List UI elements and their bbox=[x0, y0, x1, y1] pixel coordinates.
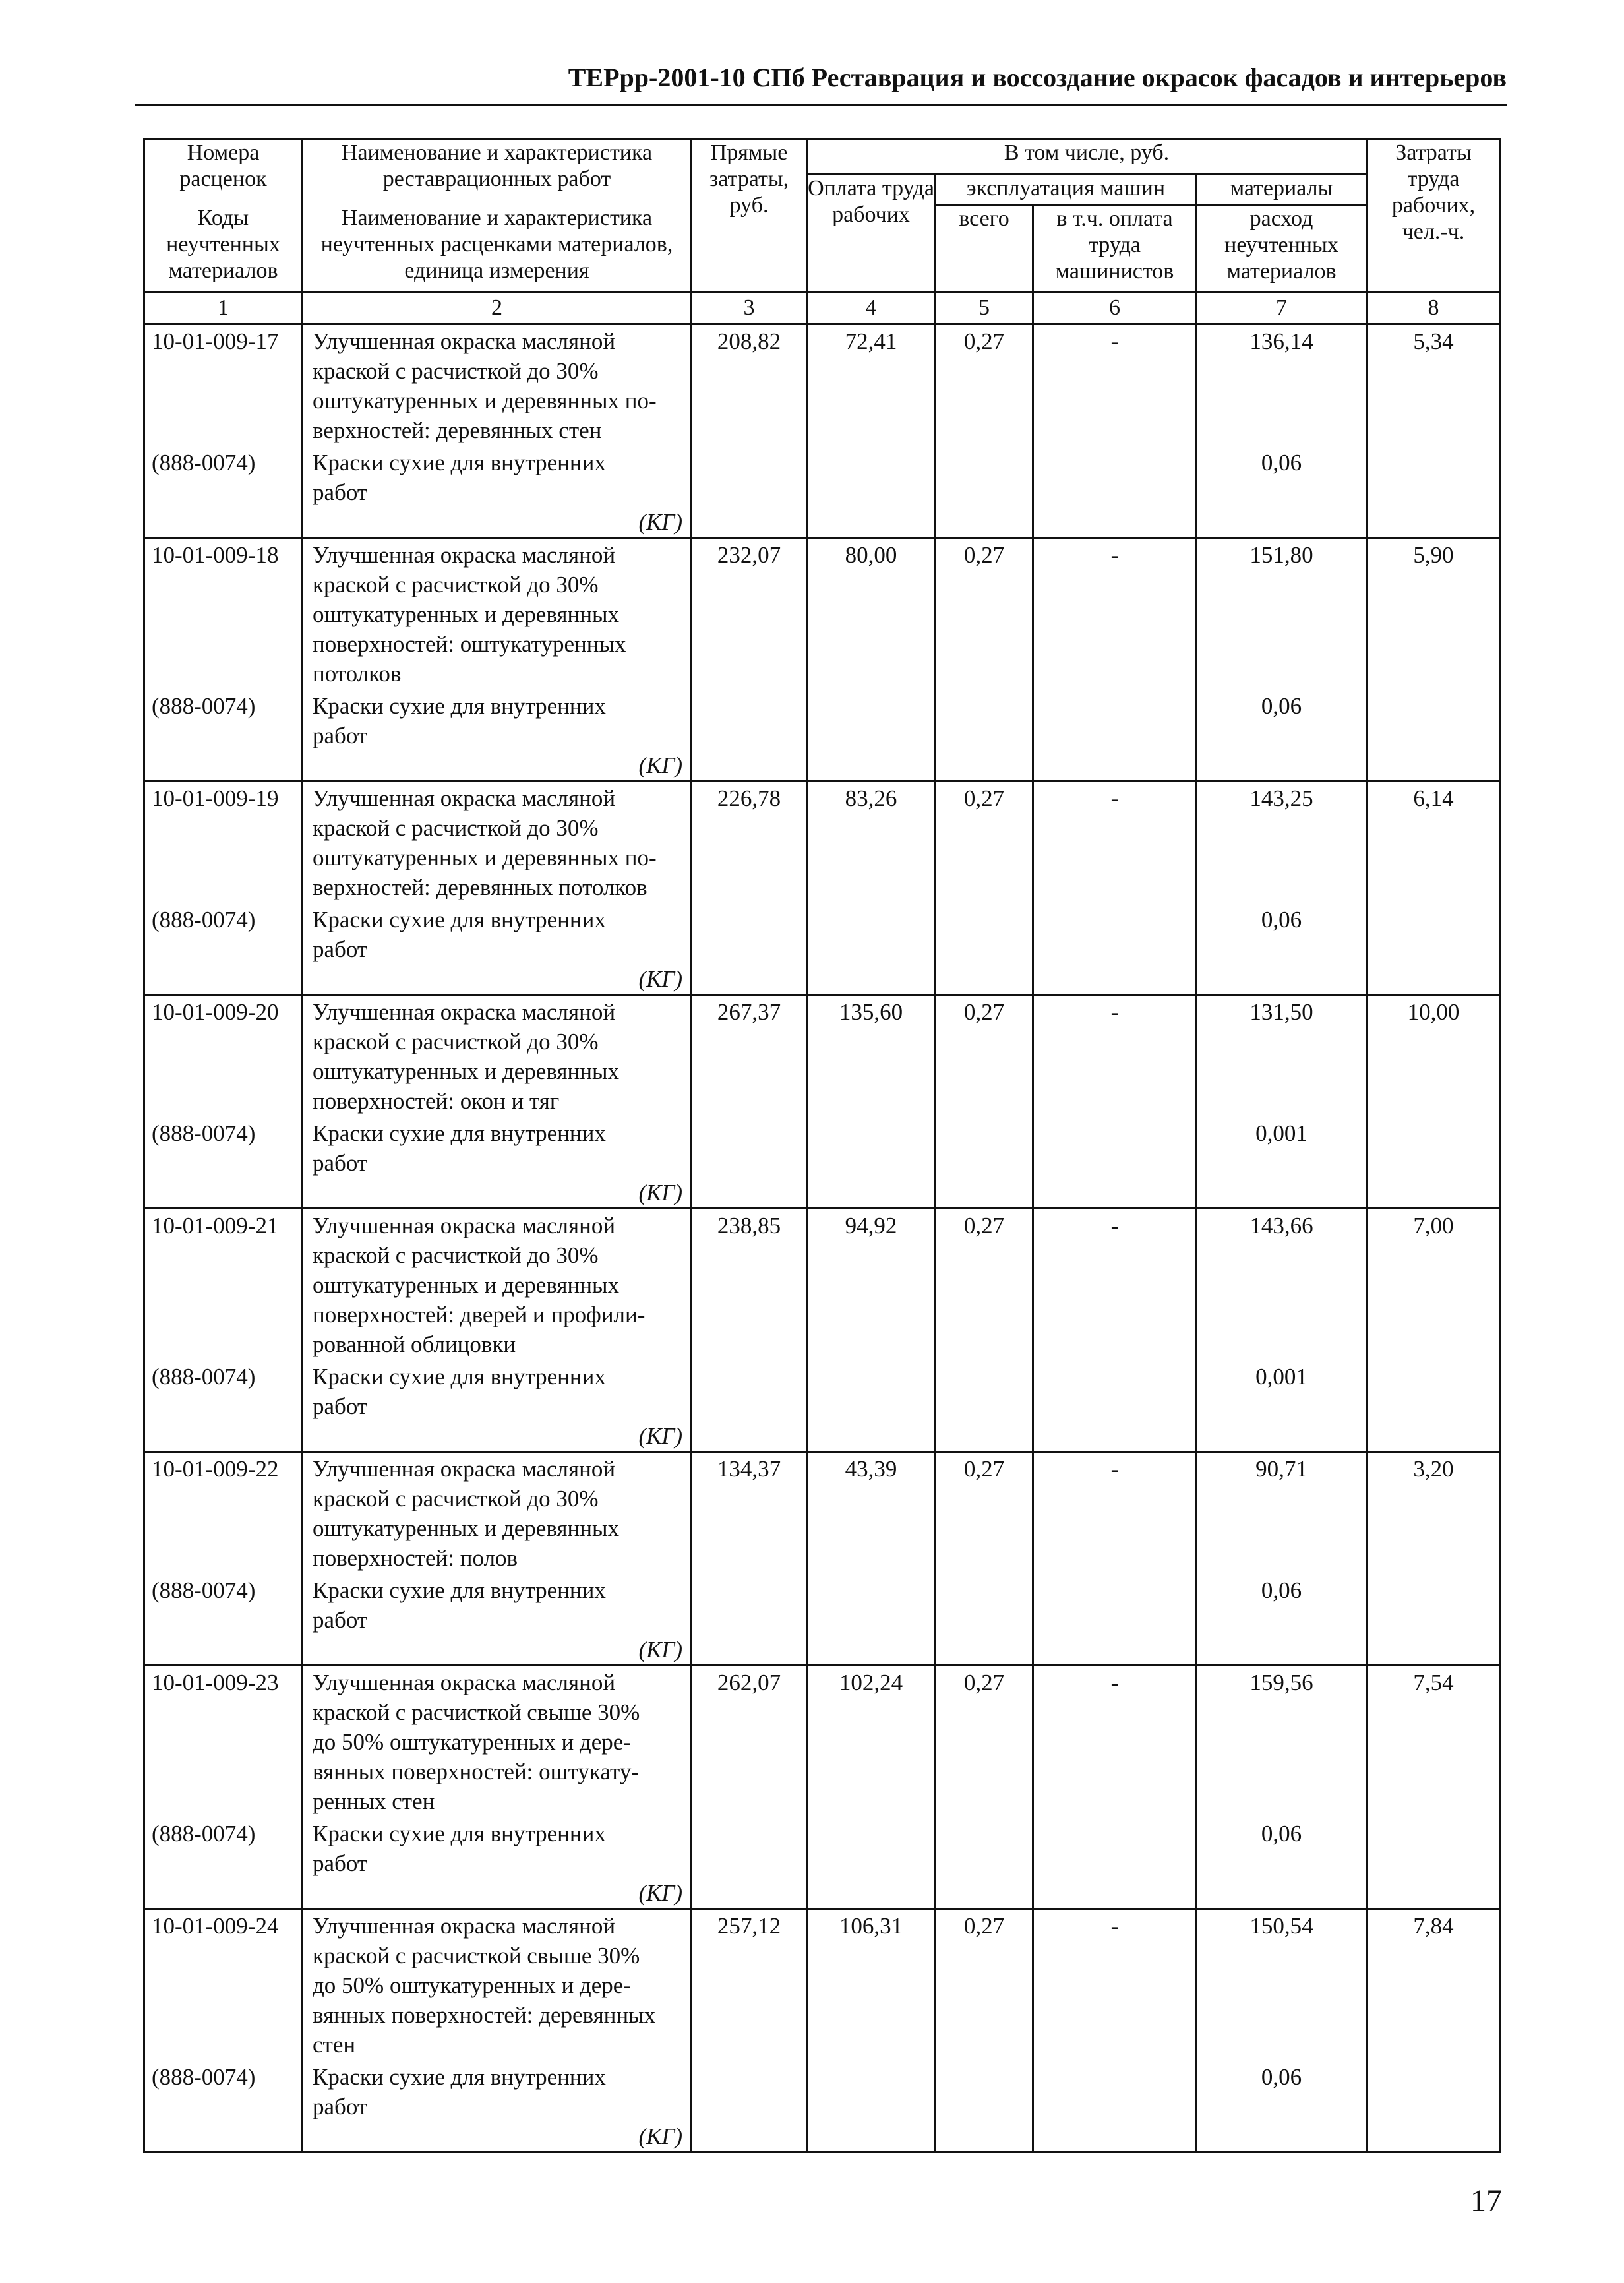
empty-cell bbox=[807, 507, 936, 538]
empty-cell bbox=[807, 902, 936, 964]
work-name bbox=[303, 995, 692, 1116]
work-name-line: краской с расчисткой до 30% bbox=[313, 572, 599, 597]
header-col4: Оплата труда рабочих bbox=[807, 175, 936, 292]
empty-cell bbox=[936, 1116, 1033, 1178]
empty-cell bbox=[1367, 1635, 1501, 1666]
empty-cell bbox=[692, 2121, 807, 2152]
work-name-line: вянных поверхностей: оштукату- bbox=[313, 1759, 640, 1784]
unit-label: (КГ) bbox=[303, 964, 692, 995]
col-number: 5 bbox=[936, 292, 1033, 324]
unit-row bbox=[144, 2121, 1501, 2152]
work-name bbox=[303, 1909, 692, 2060]
rate-row bbox=[144, 538, 1501, 689]
material-row bbox=[144, 688, 1501, 750]
rate-code: 10-01-009-20 bbox=[144, 995, 303, 1116]
header-col3: Прямые затраты, руб. bbox=[692, 139, 807, 292]
material-row bbox=[144, 1573, 1501, 1635]
material-name-line: Краски сухие для внутренних bbox=[313, 1821, 606, 1846]
work-name-line: поверхностей: дверей и профили- bbox=[313, 1302, 646, 1327]
materials-cost: 159,56 bbox=[1197, 1666, 1367, 1817]
material-name bbox=[303, 1116, 692, 1178]
empty-cell bbox=[692, 1573, 807, 1635]
work-name-line: оштукатуренных и деревянных bbox=[313, 601, 619, 627]
machinists-pay: - bbox=[1033, 781, 1197, 903]
header-col6: в т.ч. оплата труда машинистов bbox=[1033, 205, 1197, 292]
machines-total: 0,27 bbox=[936, 1666, 1033, 1817]
header-incl: В том числе, руб. bbox=[807, 139, 1367, 175]
direct-cost: 238,85 bbox=[692, 1209, 807, 1360]
direct-cost: 232,07 bbox=[692, 538, 807, 689]
empty-cell bbox=[807, 688, 936, 750]
empty-cell bbox=[692, 902, 807, 964]
unit-label: (КГ) bbox=[303, 1635, 692, 1666]
empty-cell bbox=[1033, 2121, 1197, 2152]
machines-total: 0,27 bbox=[936, 1452, 1033, 1573]
empty-cell bbox=[936, 2059, 1033, 2121]
direct-cost: 267,37 bbox=[692, 995, 807, 1116]
work-name-line: до 50% оштукатуренных и дере- bbox=[313, 1729, 631, 1755]
work-name-line: оштукатуренных и деревянных по- bbox=[313, 845, 657, 870]
empty-cell bbox=[692, 964, 807, 995]
materials-cost: 151,80 bbox=[1197, 538, 1367, 689]
rate-row bbox=[144, 781, 1501, 903]
empty-cell bbox=[1033, 445, 1197, 507]
empty-cell bbox=[1033, 1816, 1197, 1878]
material-row bbox=[144, 445, 1501, 507]
work-name bbox=[303, 1452, 692, 1573]
header-col2-bottom: Наименование и характеристика неучтенных расценками материалов, единица измерения bbox=[303, 205, 692, 292]
table-head bbox=[144, 139, 1501, 324]
empty-cell bbox=[1033, 688, 1197, 750]
header-col8: Затраты труда рабочих, чел.-ч. bbox=[1367, 139, 1501, 292]
work-name-line: Улучшенная окраска масляной bbox=[313, 785, 616, 811]
work-name-line: краской с расчисткой до 30% bbox=[313, 815, 599, 841]
direct-cost: 257,12 bbox=[692, 1909, 807, 2060]
empty-cell bbox=[1033, 750, 1197, 781]
empty-cell bbox=[807, 2059, 936, 2121]
rate-code: 10-01-009-22 bbox=[144, 1452, 303, 1573]
empty-cell bbox=[807, 1816, 936, 1878]
page-number: 17 bbox=[1470, 2183, 1502, 2218]
work-name-line: оштукатуренных и деревянных bbox=[313, 1272, 619, 1298]
col-number: 6 bbox=[1033, 292, 1197, 324]
material-qty: 0,001 bbox=[1197, 1116, 1367, 1178]
header-materials: материалы bbox=[1197, 175, 1367, 205]
unit-row bbox=[144, 964, 1501, 995]
empty-cell bbox=[1033, 1878, 1197, 1909]
empty-cell bbox=[1367, 750, 1501, 781]
material-row bbox=[144, 2059, 1501, 2121]
empty-cell bbox=[936, 507, 1033, 538]
empty-cell bbox=[936, 1178, 1033, 1209]
empty-cell bbox=[1033, 1178, 1197, 1209]
empty-cell bbox=[692, 1116, 807, 1178]
material-name bbox=[303, 1816, 692, 1878]
empty-cell bbox=[1033, 1116, 1197, 1178]
empty-cell bbox=[144, 1878, 303, 1909]
rates-table bbox=[143, 138, 1501, 2153]
rate-row bbox=[144, 1666, 1501, 1817]
work-name-line: Улучшенная окраска масляной bbox=[313, 999, 616, 1025]
work-name-line: оштукатуренных и деревянных по- bbox=[313, 388, 657, 413]
col-number: 2 bbox=[303, 292, 692, 324]
material-name-line: работ bbox=[313, 1850, 368, 1876]
machines-total: 0,27 bbox=[936, 1209, 1033, 1360]
labor-pay: 135,60 bbox=[807, 995, 936, 1116]
col-number: 4 bbox=[807, 292, 936, 324]
material-qty: 0,06 bbox=[1197, 445, 1367, 507]
empty-cell bbox=[144, 750, 303, 781]
machinists-pay: - bbox=[1033, 1452, 1197, 1573]
work-name-line: поверхностей: полов bbox=[313, 1545, 518, 1571]
empty-cell bbox=[807, 445, 936, 507]
rate-row bbox=[144, 1209, 1501, 1360]
empty-cell bbox=[936, 902, 1033, 964]
labor-pay: 43,39 bbox=[807, 1452, 936, 1573]
labor-hours: 7,00 bbox=[1367, 1209, 1501, 1360]
empty-cell bbox=[1197, 1421, 1367, 1452]
material-name bbox=[303, 2059, 692, 2121]
work-name-line: Улучшенная окраска масляной bbox=[313, 1913, 616, 1939]
material-code: (888-0074) bbox=[144, 2059, 303, 2121]
empty-cell bbox=[144, 1421, 303, 1452]
machines-total: 0,27 bbox=[936, 781, 1033, 903]
empty-cell bbox=[807, 1635, 936, 1666]
material-name bbox=[303, 1359, 692, 1421]
material-name-line: работ bbox=[313, 936, 368, 962]
materials-cost: 90,71 bbox=[1197, 1452, 1367, 1573]
unit-label: (КГ) bbox=[303, 2121, 692, 2152]
empty-cell bbox=[936, 1816, 1033, 1878]
material-row bbox=[144, 1359, 1501, 1421]
material-name-line: Краски сухие для внутренних bbox=[313, 1577, 606, 1603]
empty-cell bbox=[936, 445, 1033, 507]
machinists-pay: - bbox=[1033, 1666, 1197, 1817]
empty-cell bbox=[1033, 1359, 1197, 1421]
work-name-line: краской с расчисткой до 30% bbox=[313, 358, 599, 384]
materials-cost: 143,66 bbox=[1197, 1209, 1367, 1360]
empty-cell bbox=[692, 1359, 807, 1421]
labor-hours: 10,00 bbox=[1367, 995, 1501, 1116]
materials-cost: 136,14 bbox=[1197, 324, 1367, 446]
empty-cell bbox=[1033, 507, 1197, 538]
empty-cell bbox=[1367, 964, 1501, 995]
empty-cell bbox=[1033, 1421, 1197, 1452]
material-code: (888-0074) bbox=[144, 1573, 303, 1635]
work-name bbox=[303, 1209, 692, 1360]
empty-cell bbox=[144, 1635, 303, 1666]
empty-cell bbox=[1197, 1878, 1367, 1909]
empty-cell bbox=[807, 1421, 936, 1452]
empty-cell bbox=[692, 2059, 807, 2121]
empty-cell bbox=[144, 1178, 303, 1209]
col-number: 3 bbox=[692, 292, 807, 324]
material-name bbox=[303, 445, 692, 507]
empty-cell bbox=[692, 750, 807, 781]
work-name-line: верхностей: деревянных стен bbox=[313, 417, 602, 443]
empty-cell bbox=[692, 688, 807, 750]
labor-hours: 3,20 bbox=[1367, 1452, 1501, 1573]
empty-cell bbox=[936, 2121, 1033, 2152]
empty-cell bbox=[692, 1878, 807, 1909]
empty-cell bbox=[1367, 1816, 1501, 1878]
empty-cell bbox=[1197, 507, 1367, 538]
empty-cell bbox=[1367, 507, 1501, 538]
rate-code: 10-01-009-18 bbox=[144, 538, 303, 689]
labor-hours: 7,84 bbox=[1367, 1909, 1501, 2060]
direct-cost: 134,37 bbox=[692, 1452, 807, 1573]
labor-hours: 5,90 bbox=[1367, 538, 1501, 689]
header-col5: всего bbox=[936, 205, 1033, 292]
empty-cell bbox=[1033, 1573, 1197, 1635]
empty-cell bbox=[1197, 1178, 1367, 1209]
material-qty: 0,06 bbox=[1197, 2059, 1367, 2121]
work-name bbox=[303, 538, 692, 689]
labor-pay: 83,26 bbox=[807, 781, 936, 903]
rate-code: 10-01-009-23 bbox=[144, 1666, 303, 1817]
material-code: (888-0074) bbox=[144, 445, 303, 507]
col-number: 7 bbox=[1197, 292, 1367, 324]
material-name-line: Краски сухие для внутренних bbox=[313, 1120, 606, 1146]
materials-cost: 143,25 bbox=[1197, 781, 1367, 903]
labor-hours: 6,14 bbox=[1367, 781, 1501, 903]
work-name bbox=[303, 324, 692, 446]
empty-cell bbox=[807, 964, 936, 995]
empty-cell bbox=[807, 1178, 936, 1209]
unit-row bbox=[144, 750, 1501, 781]
unit-label: (КГ) bbox=[303, 1878, 692, 1909]
material-name-line: Краски сухие для внутренних bbox=[313, 450, 606, 475]
work-name-line: вянных поверхностей: деревянных bbox=[313, 2002, 656, 2028]
empty-cell bbox=[936, 688, 1033, 750]
work-name bbox=[303, 781, 692, 903]
labor-pay: 72,41 bbox=[807, 324, 936, 446]
material-name bbox=[303, 902, 692, 964]
material-code: (888-0074) bbox=[144, 688, 303, 750]
empty-cell bbox=[1367, 902, 1501, 964]
header-col2-top: Наименование и характеристика реставрационных работ bbox=[303, 139, 692, 205]
empty-cell bbox=[692, 1816, 807, 1878]
column-numbers-row bbox=[144, 292, 1501, 324]
work-name-line: верхностей: деревянных потолков bbox=[313, 874, 647, 900]
work-name bbox=[303, 1666, 692, 1817]
empty-cell bbox=[936, 1878, 1033, 1909]
empty-cell bbox=[692, 1635, 807, 1666]
empty-cell bbox=[807, 1573, 936, 1635]
rate-row bbox=[144, 1909, 1501, 2060]
work-name-line: краской с расчисткой до 30% bbox=[313, 1029, 599, 1054]
table-body bbox=[144, 324, 1501, 2152]
empty-cell bbox=[936, 1359, 1033, 1421]
empty-cell bbox=[1367, 1178, 1501, 1209]
machinists-pay: - bbox=[1033, 1209, 1197, 1360]
empty-cell bbox=[936, 750, 1033, 781]
empty-cell bbox=[1367, 1573, 1501, 1635]
empty-cell bbox=[807, 1359, 936, 1421]
material-qty: 0,06 bbox=[1197, 902, 1367, 964]
machines-total: 0,27 bbox=[936, 538, 1033, 689]
unit-row bbox=[144, 1635, 1501, 1666]
material-qty: 0,06 bbox=[1197, 1573, 1367, 1635]
empty-cell bbox=[807, 1116, 936, 1178]
material-name-line: работ bbox=[313, 1607, 368, 1633]
rate-code: 10-01-009-17 bbox=[144, 324, 303, 446]
material-name-line: работ bbox=[313, 723, 368, 748]
labor-pay: 94,92 bbox=[807, 1209, 936, 1360]
machinists-pay: - bbox=[1033, 538, 1197, 689]
materials-cost: 131,50 bbox=[1197, 995, 1367, 1116]
empty-cell bbox=[1197, 2121, 1367, 2152]
empty-cell bbox=[1033, 2059, 1197, 2121]
rate-row bbox=[144, 995, 1501, 1116]
material-row bbox=[144, 902, 1501, 964]
empty-cell bbox=[1197, 1635, 1367, 1666]
labor-pay: 80,00 bbox=[807, 538, 936, 689]
rate-code: 10-01-009-19 bbox=[144, 781, 303, 903]
work-name-line: до 50% оштукатуренных и дере- bbox=[313, 1972, 631, 1998]
work-name-line: потолков bbox=[313, 661, 402, 686]
machines-total: 0,27 bbox=[936, 1909, 1033, 2060]
empty-cell bbox=[936, 1573, 1033, 1635]
machines-total: 0,27 bbox=[936, 995, 1033, 1116]
empty-cell bbox=[1197, 750, 1367, 781]
material-name-line: Краски сухие для внутренних bbox=[313, 1364, 606, 1389]
header-col1-bottom: Коды неучтенных материалов bbox=[144, 205, 303, 292]
unit-row bbox=[144, 507, 1501, 538]
material-qty: 0,001 bbox=[1197, 1359, 1367, 1421]
empty-cell bbox=[1367, 1359, 1501, 1421]
work-name-line: оштукатуренных и деревянных bbox=[313, 1058, 619, 1084]
work-name-line: краской с расчисткой свыше 30% bbox=[313, 1943, 640, 1968]
direct-cost: 208,82 bbox=[692, 324, 807, 446]
material-code: (888-0074) bbox=[144, 1359, 303, 1421]
material-qty: 0,06 bbox=[1197, 1816, 1367, 1878]
machinists-pay: - bbox=[1033, 1909, 1197, 2060]
empty-cell bbox=[1367, 2059, 1501, 2121]
empty-cell bbox=[1367, 2121, 1501, 2152]
work-name-line: Улучшенная окраска масляной bbox=[313, 1456, 616, 1482]
material-name bbox=[303, 688, 692, 750]
work-name-line: Улучшенная окраска масляной bbox=[313, 1670, 616, 1695]
empty-cell bbox=[1033, 1635, 1197, 1666]
unit-row bbox=[144, 1878, 1501, 1909]
unit-label: (КГ) bbox=[303, 507, 692, 538]
material-name bbox=[303, 1573, 692, 1635]
material-row bbox=[144, 1816, 1501, 1878]
work-name-line: стен bbox=[313, 2032, 356, 2057]
work-name-line: поверхностей: окон и тяг bbox=[313, 1088, 560, 1114]
machinists-pay: - bbox=[1033, 995, 1197, 1116]
work-name-line: Улучшенная окраска масляной bbox=[313, 1213, 616, 1238]
work-name-line: краской с расчисткой до 30% bbox=[313, 1242, 599, 1268]
unit-label: (КГ) bbox=[303, 750, 692, 781]
empty-cell bbox=[144, 2121, 303, 2152]
work-name-line: поверхностей: оштукатуренных bbox=[313, 631, 626, 657]
empty-cell bbox=[1367, 1116, 1501, 1178]
empty-cell bbox=[692, 445, 807, 507]
work-name-line: Улучшенная окраска масляной bbox=[313, 542, 616, 568]
empty-cell bbox=[1367, 445, 1501, 507]
empty-cell bbox=[1197, 964, 1367, 995]
unit-row bbox=[144, 1421, 1501, 1452]
work-name-line: краской с расчисткой до 30% bbox=[313, 1486, 599, 1511]
col-number: 1 bbox=[144, 292, 303, 324]
unit-label: (КГ) bbox=[303, 1421, 692, 1452]
work-name-line: ренных стен bbox=[313, 1788, 435, 1814]
empty-cell bbox=[144, 507, 303, 538]
direct-cost: 262,07 bbox=[692, 1666, 807, 1817]
machines-total: 0,27 bbox=[936, 324, 1033, 446]
empty-cell bbox=[692, 1421, 807, 1452]
material-name-line: Краски сухие для внутренних bbox=[313, 907, 606, 932]
empty-cell bbox=[1033, 902, 1197, 964]
page-header-title: ТЕРрр-2001-10 СПб Реставрация и воссоздание окрасок фасадов и интерьеров bbox=[568, 63, 1507, 92]
material-name-line: работ bbox=[313, 479, 368, 505]
header-rule bbox=[135, 104, 1507, 106]
material-name-line: работ bbox=[313, 1393, 368, 1419]
empty-cell bbox=[1367, 1878, 1501, 1909]
material-code: (888-0074) bbox=[144, 1116, 303, 1178]
rate-code: 10-01-009-21 bbox=[144, 1209, 303, 1360]
rate-row bbox=[144, 324, 1501, 446]
materials-cost: 150,54 bbox=[1197, 1909, 1367, 2060]
material-name-line: работ bbox=[313, 1150, 368, 1176]
machinists-pay: - bbox=[1033, 324, 1197, 446]
labor-hours: 5,34 bbox=[1367, 324, 1501, 446]
empty-cell bbox=[1367, 1421, 1501, 1452]
empty-cell bbox=[807, 1878, 936, 1909]
header-col7: расход неучтенных материалов bbox=[1197, 205, 1367, 292]
material-name-line: Краски сухие для внутренних bbox=[313, 2064, 606, 2090]
empty-cell bbox=[692, 507, 807, 538]
rate-row bbox=[144, 1452, 1501, 1573]
material-qty: 0,06 bbox=[1197, 688, 1367, 750]
header-col1-top: Номера расценок bbox=[144, 139, 303, 205]
unit-label: (КГ) bbox=[303, 1178, 692, 1209]
empty-cell bbox=[144, 964, 303, 995]
labor-pay: 106,31 bbox=[807, 1909, 936, 2060]
material-row bbox=[144, 1116, 1501, 1178]
work-name-line: Улучшенная окраска масляной bbox=[313, 328, 616, 354]
empty-cell bbox=[936, 1421, 1033, 1452]
material-code: (888-0074) bbox=[144, 902, 303, 964]
empty-cell bbox=[807, 750, 936, 781]
material-name-line: Краски сухие для внутренних bbox=[313, 693, 606, 719]
material-code: (888-0074) bbox=[144, 1816, 303, 1878]
labor-pay: 102,24 bbox=[807, 1666, 936, 1817]
empty-cell bbox=[692, 1178, 807, 1209]
empty-cell bbox=[936, 964, 1033, 995]
work-name-line: рованной облицовки bbox=[313, 1331, 516, 1357]
empty-cell bbox=[1033, 964, 1197, 995]
empty-cell bbox=[936, 1635, 1033, 1666]
work-name-line: краской с расчисткой свыше 30% bbox=[313, 1699, 640, 1725]
rate-code: 10-01-009-24 bbox=[144, 1909, 303, 2060]
material-name-line: работ bbox=[313, 2094, 368, 2119]
labor-hours: 7,54 bbox=[1367, 1666, 1501, 1817]
header-machines: эксплуатация машин bbox=[936, 175, 1197, 205]
direct-cost: 226,78 bbox=[692, 781, 807, 903]
empty-cell bbox=[1367, 688, 1501, 750]
empty-cell bbox=[807, 2121, 936, 2152]
work-name-line: оштукатуренных и деревянных bbox=[313, 1515, 619, 1541]
col-number: 8 bbox=[1367, 292, 1501, 324]
unit-row bbox=[144, 1178, 1501, 1209]
